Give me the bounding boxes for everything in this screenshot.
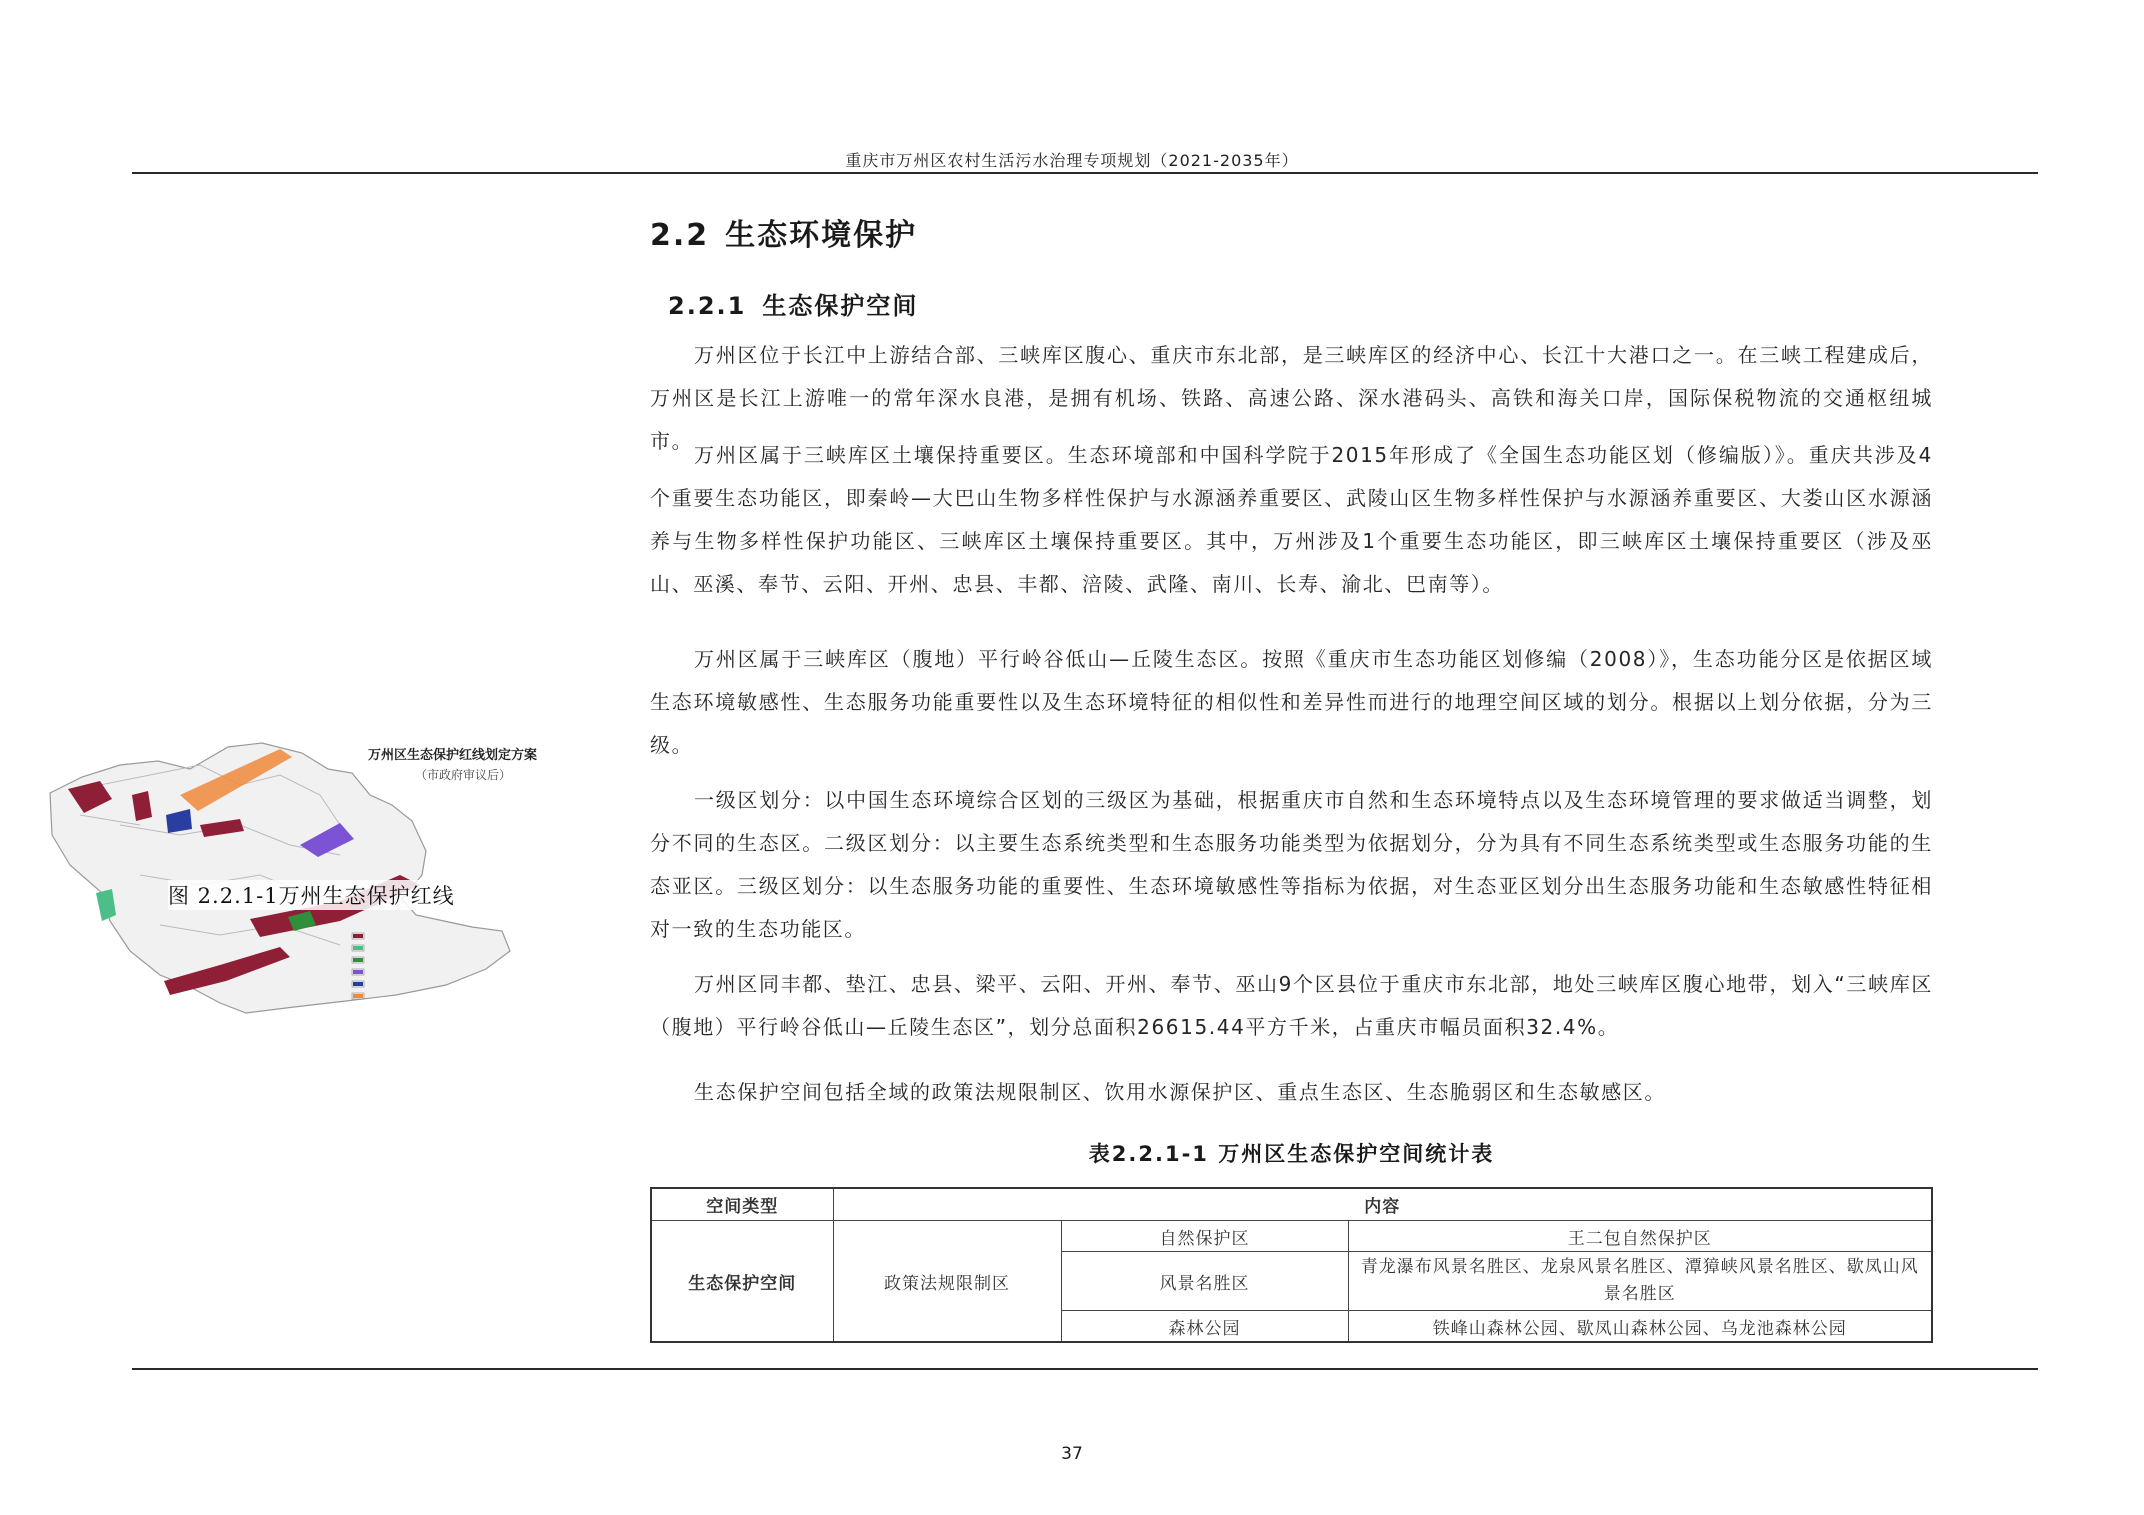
body-paragraph: 生态保护空间包括全域的政策法规限制区、饮用水源保护区、重点生态区、生态脆弱区和生态敏感区。 bbox=[694, 1080, 1666, 1104]
table-row bbox=[651, 1221, 1932, 1252]
header-rule bbox=[132, 172, 2038, 174]
table-cell-content: 铁峰山森林公园、歇凤山森林公园、乌龙池森林公园 bbox=[1348, 1311, 1932, 1343]
table-cell-content: 青龙瀑布风景名胜区、龙泉风景名胜区、潭獐峡风景名胜区、歇凤山风景名胜区 bbox=[1348, 1252, 1932, 1311]
map-title: 万州区生态保护红线划定方案 bbox=[368, 748, 538, 763]
running-header: 重庆市万州区农村生活污水治理专项规划（2021-2035年） bbox=[845, 151, 1299, 170]
section-number: 2.2 bbox=[650, 218, 710, 253]
body-paragraph: 一级区划分：以中国生态环境综合区划的三级区为基础，根据重庆市自然和生态环境特点以及生态环境管理的要求做适当调整，划分不同的生态区。二级区划分：以主要生态系统类型和生态服务功能类型为依据划分，分为具有不同生态系统类型或生态服务功能的生态亚区。三级区划分：以生态服务功能的重要性、生态环境敏感性等指标为依据，对生态亚区划分出生态服务功能和生态敏感性特征相对一致的生态功能区。 bbox=[650, 788, 1933, 941]
table-sub-group: 政策法规限制区 bbox=[833, 1221, 1061, 1343]
section-heading bbox=[650, 210, 917, 254]
table-caption: 表2.2.1-1 万州区生态保护空间统计表 bbox=[1088, 1142, 1495, 1166]
section-title: 生态环境保护 bbox=[725, 218, 918, 253]
table-cell-content: 王二包自然保护区 bbox=[1348, 1221, 1932, 1252]
body-paragraph: 万州区同丰都、垫江、忠县、梁平、云阳、开州、奉节、巫山9个区县位于重庆市东北部，地处三峡库区腹心地带，划入“三峡库区（腹地）平行岭谷低山—丘陵生态区”，划分总面积26615.44平方千米，占重庆市幅员面积32.4%。 bbox=[650, 972, 1933, 1039]
subsection-number: 2.2.1 bbox=[668, 292, 747, 320]
body-paragraph: 万州区位于长江中上游结合部、三峡库区腹心、重庆市东北部，是三峡库区的经济中心、长江十大港口之一。在三峡工程建成后，万州区是长江上游唯一的常年深水良港，是拥有机场、铁路、高速公路、深水港码头、高铁和海关口岸，国际保税物流的交通枢纽城市。 bbox=[650, 343, 1933, 453]
body-paragraph: 万州区属于三峡库区土壤保持重要区。生态环境部和中国科学院于2015年形成了《全国生态功能区划（修编版）》。重庆共涉及4个重要生态功能区，即秦岭—大巴山生物多样性保护与水源涵养重要区、武陵山区生物多样性保护与水源涵养重要区、大娄山区水源涵养与生物多样性保护功能区、三峡库区土壤保持重要区。其中，万州涉及1个重要生态功能区，即三峡库区土壤保持重要区（涉及巫山、巫溪、奉节、云阳、开州、忠县、丰都、涪陵、武隆、南川、长寿、渝北、巴南等）。 bbox=[650, 443, 1933, 596]
table-header-cell: 内容 bbox=[833, 1188, 1932, 1221]
table-header-cell: 空间类型 bbox=[651, 1188, 833, 1221]
figure-caption: 图 2.2.1-1万州生态保护红线 bbox=[168, 880, 455, 910]
page-number: 37 bbox=[1061, 1444, 1083, 1464]
table-header-row bbox=[651, 1188, 1932, 1221]
table-cell-type: 森林公园 bbox=[1061, 1311, 1348, 1343]
subsection-heading bbox=[668, 286, 918, 321]
subsection-title: 生态保护空间 bbox=[762, 292, 919, 320]
footer-rule bbox=[132, 1368, 2038, 1370]
table-cell-type: 风景名胜区 bbox=[1061, 1252, 1348, 1311]
map-subtitle: （市政府审议后） bbox=[415, 768, 512, 782]
table-cell-type: 自然保护区 bbox=[1061, 1221, 1348, 1252]
table-row-group: 生态保护空间 bbox=[651, 1221, 833, 1343]
eco-protection-table bbox=[650, 1187, 1933, 1343]
body-paragraph: 万州区属于三峡库区（腹地）平行岭谷低山—丘陵生态区。按照《重庆市生态功能区划修编（2008）》，生态功能分区是依据区域生态环境敏感性、生态服务功能重要性以及生态环境特征的相似性和差异性而进行的地理空间区域的划分。根据以上划分依据，分为三级。 bbox=[650, 647, 1933, 757]
